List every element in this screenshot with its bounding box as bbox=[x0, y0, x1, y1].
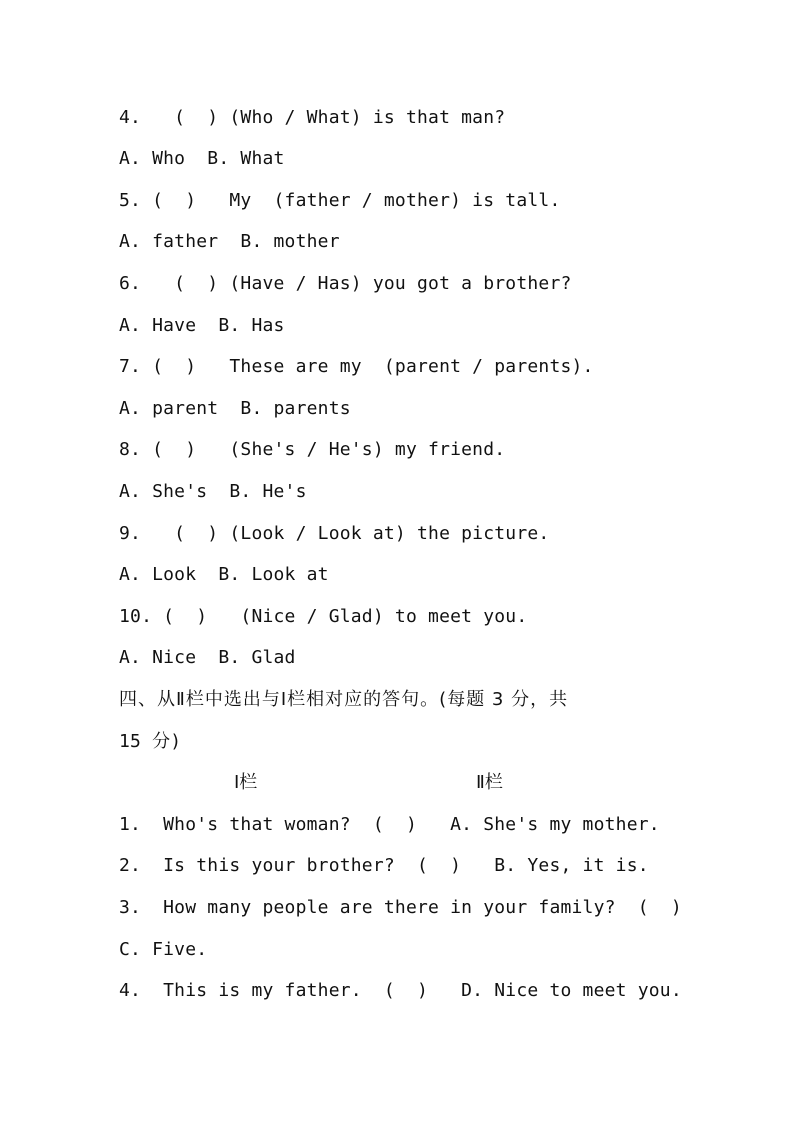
match-item-2: 2. Is this your brother? ( ) B. Yes, it is. bbox=[119, 855, 649, 876]
section-4-heading-cont: 15 分) bbox=[119, 731, 182, 752]
question-7-options: A. parent B. parents bbox=[119, 398, 351, 419]
question-9-options: A. Look B. Look at bbox=[119, 564, 329, 585]
question-8-options: A. She's B. He's bbox=[119, 481, 307, 502]
question-8: 8. ( ) (She's / He's) my friend. bbox=[119, 439, 506, 460]
match-answer-c: C. Five. bbox=[119, 939, 208, 960]
question-10: 10. ( ) (Nice / Glad) to meet you. bbox=[119, 606, 528, 627]
match-item-3: 3. How many people are there in your family? ( ) bbox=[119, 897, 682, 918]
match-item-1: 1. Who's that woman? ( ) A. She's my mother. bbox=[119, 814, 660, 835]
question-4: 4. ( ) (Who / What) is that man? bbox=[119, 107, 506, 128]
question-6-options: A. Have B. Has bbox=[119, 315, 285, 336]
question-5: 5. ( ) My (father / mother) is tall. bbox=[119, 190, 561, 211]
match-item-4: 4. This is my father. ( ) D. Nice to meet you. bbox=[119, 980, 682, 1001]
column-1-header: Ⅰ栏 bbox=[234, 772, 258, 793]
question-7: 7. ( ) These are my (parent / parents). bbox=[119, 356, 594, 377]
question-6: 6. ( ) (Have / Has) you got a brother? bbox=[119, 273, 572, 294]
section-4-heading: 四、从Ⅱ栏中选出与Ⅰ栏相对应的答句。(每题 3 分，共 bbox=[119, 689, 569, 710]
question-10-options: A. Nice B. Glad bbox=[119, 647, 296, 668]
column-2-header: Ⅱ栏 bbox=[476, 772, 503, 793]
question-5-options: A. father B. mother bbox=[119, 231, 340, 252]
question-9: 9. ( ) (Look / Look at) the picture. bbox=[119, 523, 550, 544]
question-4-options: A. Who B. What bbox=[119, 148, 285, 169]
